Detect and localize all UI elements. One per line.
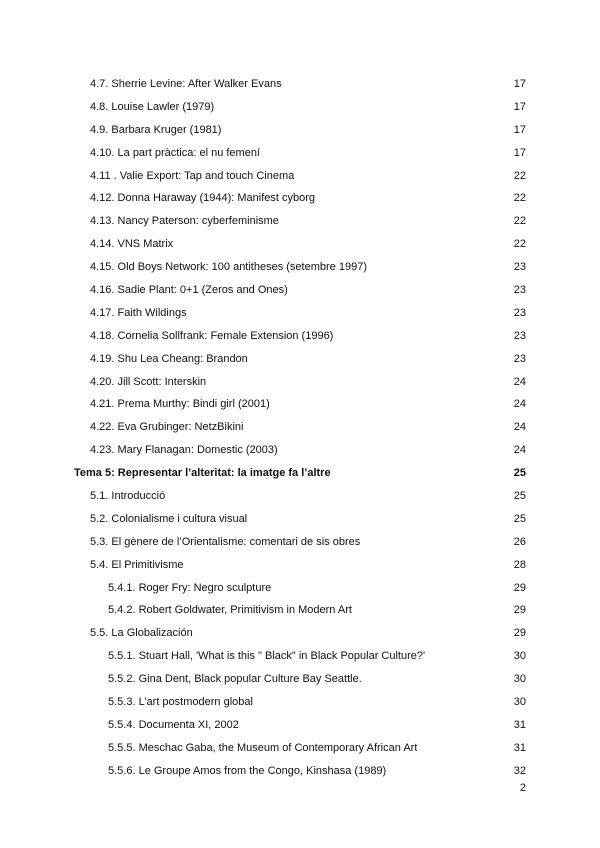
toc-entry-title: 5.5.2. Gina Dent, Black popular Culture Bay Seattle. xyxy=(108,673,362,686)
toc-entry[interactable] xyxy=(74,142,528,165)
toc-entry-title: 4.7. Sherrie Levine: After Walker Evans xyxy=(90,78,282,90)
toc-entry-title: 4.13. Nancy Paterson: cyberfeminisme xyxy=(90,215,279,228)
toc-entry-title: 5.5.3. L’art postmodern global xyxy=(108,696,253,709)
toc-entry[interactable] xyxy=(74,760,528,783)
toc-entry-title: 5.5.6. Le Groupe Amos from the Congo, Kinshasa (1989) xyxy=(108,764,387,777)
toc-entry-page: 22 xyxy=(513,215,526,228)
toc-entry-title: 4.8. Louise Lawler (1979) xyxy=(90,100,215,113)
toc-entry-title: 5.5.5. Meschac Gaba, the Museum of Contemporary African Art xyxy=(108,741,418,754)
toc-entry-title: 4.12. Donna Haraway (1944): Manifest cyborg xyxy=(90,192,316,205)
table-of-contents xyxy=(74,73,528,783)
toc-entry-page: 24 xyxy=(513,398,526,411)
toc-entry-title: 4.10. La part pràctica: el nu femení xyxy=(90,146,260,159)
toc-entry-page: 22 xyxy=(513,169,526,182)
toc-entry-page: 31 xyxy=(513,718,526,731)
toc-entry-title: 5.4. El Primitivisme xyxy=(90,558,184,571)
toc-entry-page: 24 xyxy=(513,375,526,388)
toc-entry-page: 30 xyxy=(513,673,526,686)
page-number: 2 xyxy=(519,782,526,794)
toc-entry[interactable] xyxy=(74,737,528,760)
toc-entry-title: 4.18. Cornelia Sollfrank: Female Extension (1996) xyxy=(90,329,334,342)
toc-entry-page: 17 xyxy=(513,78,526,90)
toc-entry[interactable] xyxy=(74,256,528,279)
toc-entry[interactable] xyxy=(74,348,528,371)
toc-entry-page: 23 xyxy=(513,261,526,274)
toc-entry-page: 29 xyxy=(513,627,526,640)
toc-entry-page: 22 xyxy=(513,192,526,205)
toc-entry[interactable] xyxy=(74,691,528,714)
toc-entry-page: 17 xyxy=(513,123,526,136)
toc-entry-title: 4.14. VNS Matrix xyxy=(90,238,174,251)
toc-entry[interactable] xyxy=(74,393,528,416)
toc-entry-title: 5.5. La Globalización xyxy=(90,627,193,640)
toc-entry[interactable] xyxy=(74,279,528,302)
toc-entry[interactable] xyxy=(74,439,528,462)
toc-entry-page: 26 xyxy=(513,535,526,548)
toc-entry[interactable] xyxy=(74,233,528,256)
toc-entry-page: 29 xyxy=(513,581,526,594)
toc-entry-title: 4.15. Old Boys Network: 100 antitheses (setembre 1997) xyxy=(90,261,367,274)
toc-entry-title: 5.2. Colonialisme i cultura visual xyxy=(90,512,248,525)
toc-entry-title: 4.17. Faith Wildings xyxy=(90,306,187,319)
toc-entry-page: 30 xyxy=(513,696,526,709)
toc-entry-title: 5.4.2. Robert Goldwater, Primitivism in Modern Art xyxy=(108,604,352,617)
toc-entry[interactable] xyxy=(74,119,528,142)
toc-entry-page: 28 xyxy=(513,558,526,571)
toc-entry-page: 23 xyxy=(513,306,526,319)
toc-entry-page: 17 xyxy=(513,100,526,113)
toc-entry-title: 4.21. Prema Murthy: Bindi girl (2001) xyxy=(90,398,270,411)
toc-entry-title: 5.4.1. Roger Fry: Negro sculpture xyxy=(108,581,272,594)
toc-entry-page: 23 xyxy=(513,329,526,342)
toc-entry[interactable] xyxy=(74,714,528,737)
toc-entry-page: 25 xyxy=(513,467,526,480)
toc-entry-title: 5.5.1. Stuart Hall, 'What is this " Black" in Black Popular Culture?' xyxy=(108,650,426,663)
toc-entry[interactable] xyxy=(74,577,528,600)
toc-entry-page: 22 xyxy=(513,238,526,251)
toc-entry-page: 32 xyxy=(513,764,526,777)
toc-entry-title: 5.3. El gènere de l’Orientalisme: comentari de sis obres xyxy=(90,535,361,548)
toc-entry-page: 30 xyxy=(513,650,526,663)
toc-entry-page: 23 xyxy=(513,284,526,297)
toc-entry-title: 4.11 . Valie Export: Tap and touch Cinema xyxy=(90,169,295,182)
toc-entry-title: 4.19. Shu Lea Cheang: Brandon xyxy=(90,352,248,365)
toc-entry-page: 25 xyxy=(513,490,526,503)
toc-entry-page: 25 xyxy=(513,512,526,525)
toc-entry-page: 31 xyxy=(513,741,526,754)
toc-entry[interactable] xyxy=(74,485,528,508)
toc-entry[interactable] xyxy=(74,508,528,531)
toc-entry-title: 4.20. Jill Scott: Interskin xyxy=(90,375,207,388)
toc-entry-title: 4.16. Sadie Plant: 0+1 (Zeros and Ones) xyxy=(90,284,288,297)
toc-entry-title: 4.9. Barbara Kruger (1981) xyxy=(90,123,222,136)
toc-entry[interactable] xyxy=(74,73,528,96)
toc-chapter-entry[interactable] xyxy=(74,462,528,485)
toc-entry-page: 17 xyxy=(513,146,526,159)
toc-entry[interactable] xyxy=(74,96,528,119)
toc-entry[interactable] xyxy=(74,371,528,394)
toc-entry-title: 5.1. Introducció xyxy=(90,490,166,503)
toc-entry-page: 24 xyxy=(513,421,526,434)
toc-entry[interactable] xyxy=(74,668,528,691)
toc-entry[interactable] xyxy=(74,531,528,554)
toc-entry[interactable] xyxy=(74,210,528,233)
toc-entry[interactable] xyxy=(74,325,528,348)
toc-entry[interactable] xyxy=(74,416,528,439)
toc-entry-page: 23 xyxy=(513,352,526,365)
toc-entry[interactable] xyxy=(74,165,528,188)
toc-entry-page: 29 xyxy=(513,604,526,617)
toc-entry-page: 24 xyxy=(513,444,526,457)
toc-entry[interactable] xyxy=(74,302,528,325)
toc-entry[interactable] xyxy=(74,187,528,210)
toc-entry-title: Tema 5: Representar l’alteritat: la imatge fa l’altre xyxy=(74,467,331,480)
toc-entry-title: 5.5.4. Documenta XI, 2002 xyxy=(108,718,239,731)
toc-entry[interactable] xyxy=(74,645,528,668)
toc-entry[interactable] xyxy=(74,554,528,577)
toc-entry-title: 4.22. Eva Grubinger: NetzBikini xyxy=(90,421,244,434)
toc-entry-title: 4.23. Mary Flanagan: Domestic (2003) xyxy=(90,444,278,457)
toc-entry[interactable] xyxy=(74,599,528,622)
toc-entry[interactable] xyxy=(74,622,528,645)
